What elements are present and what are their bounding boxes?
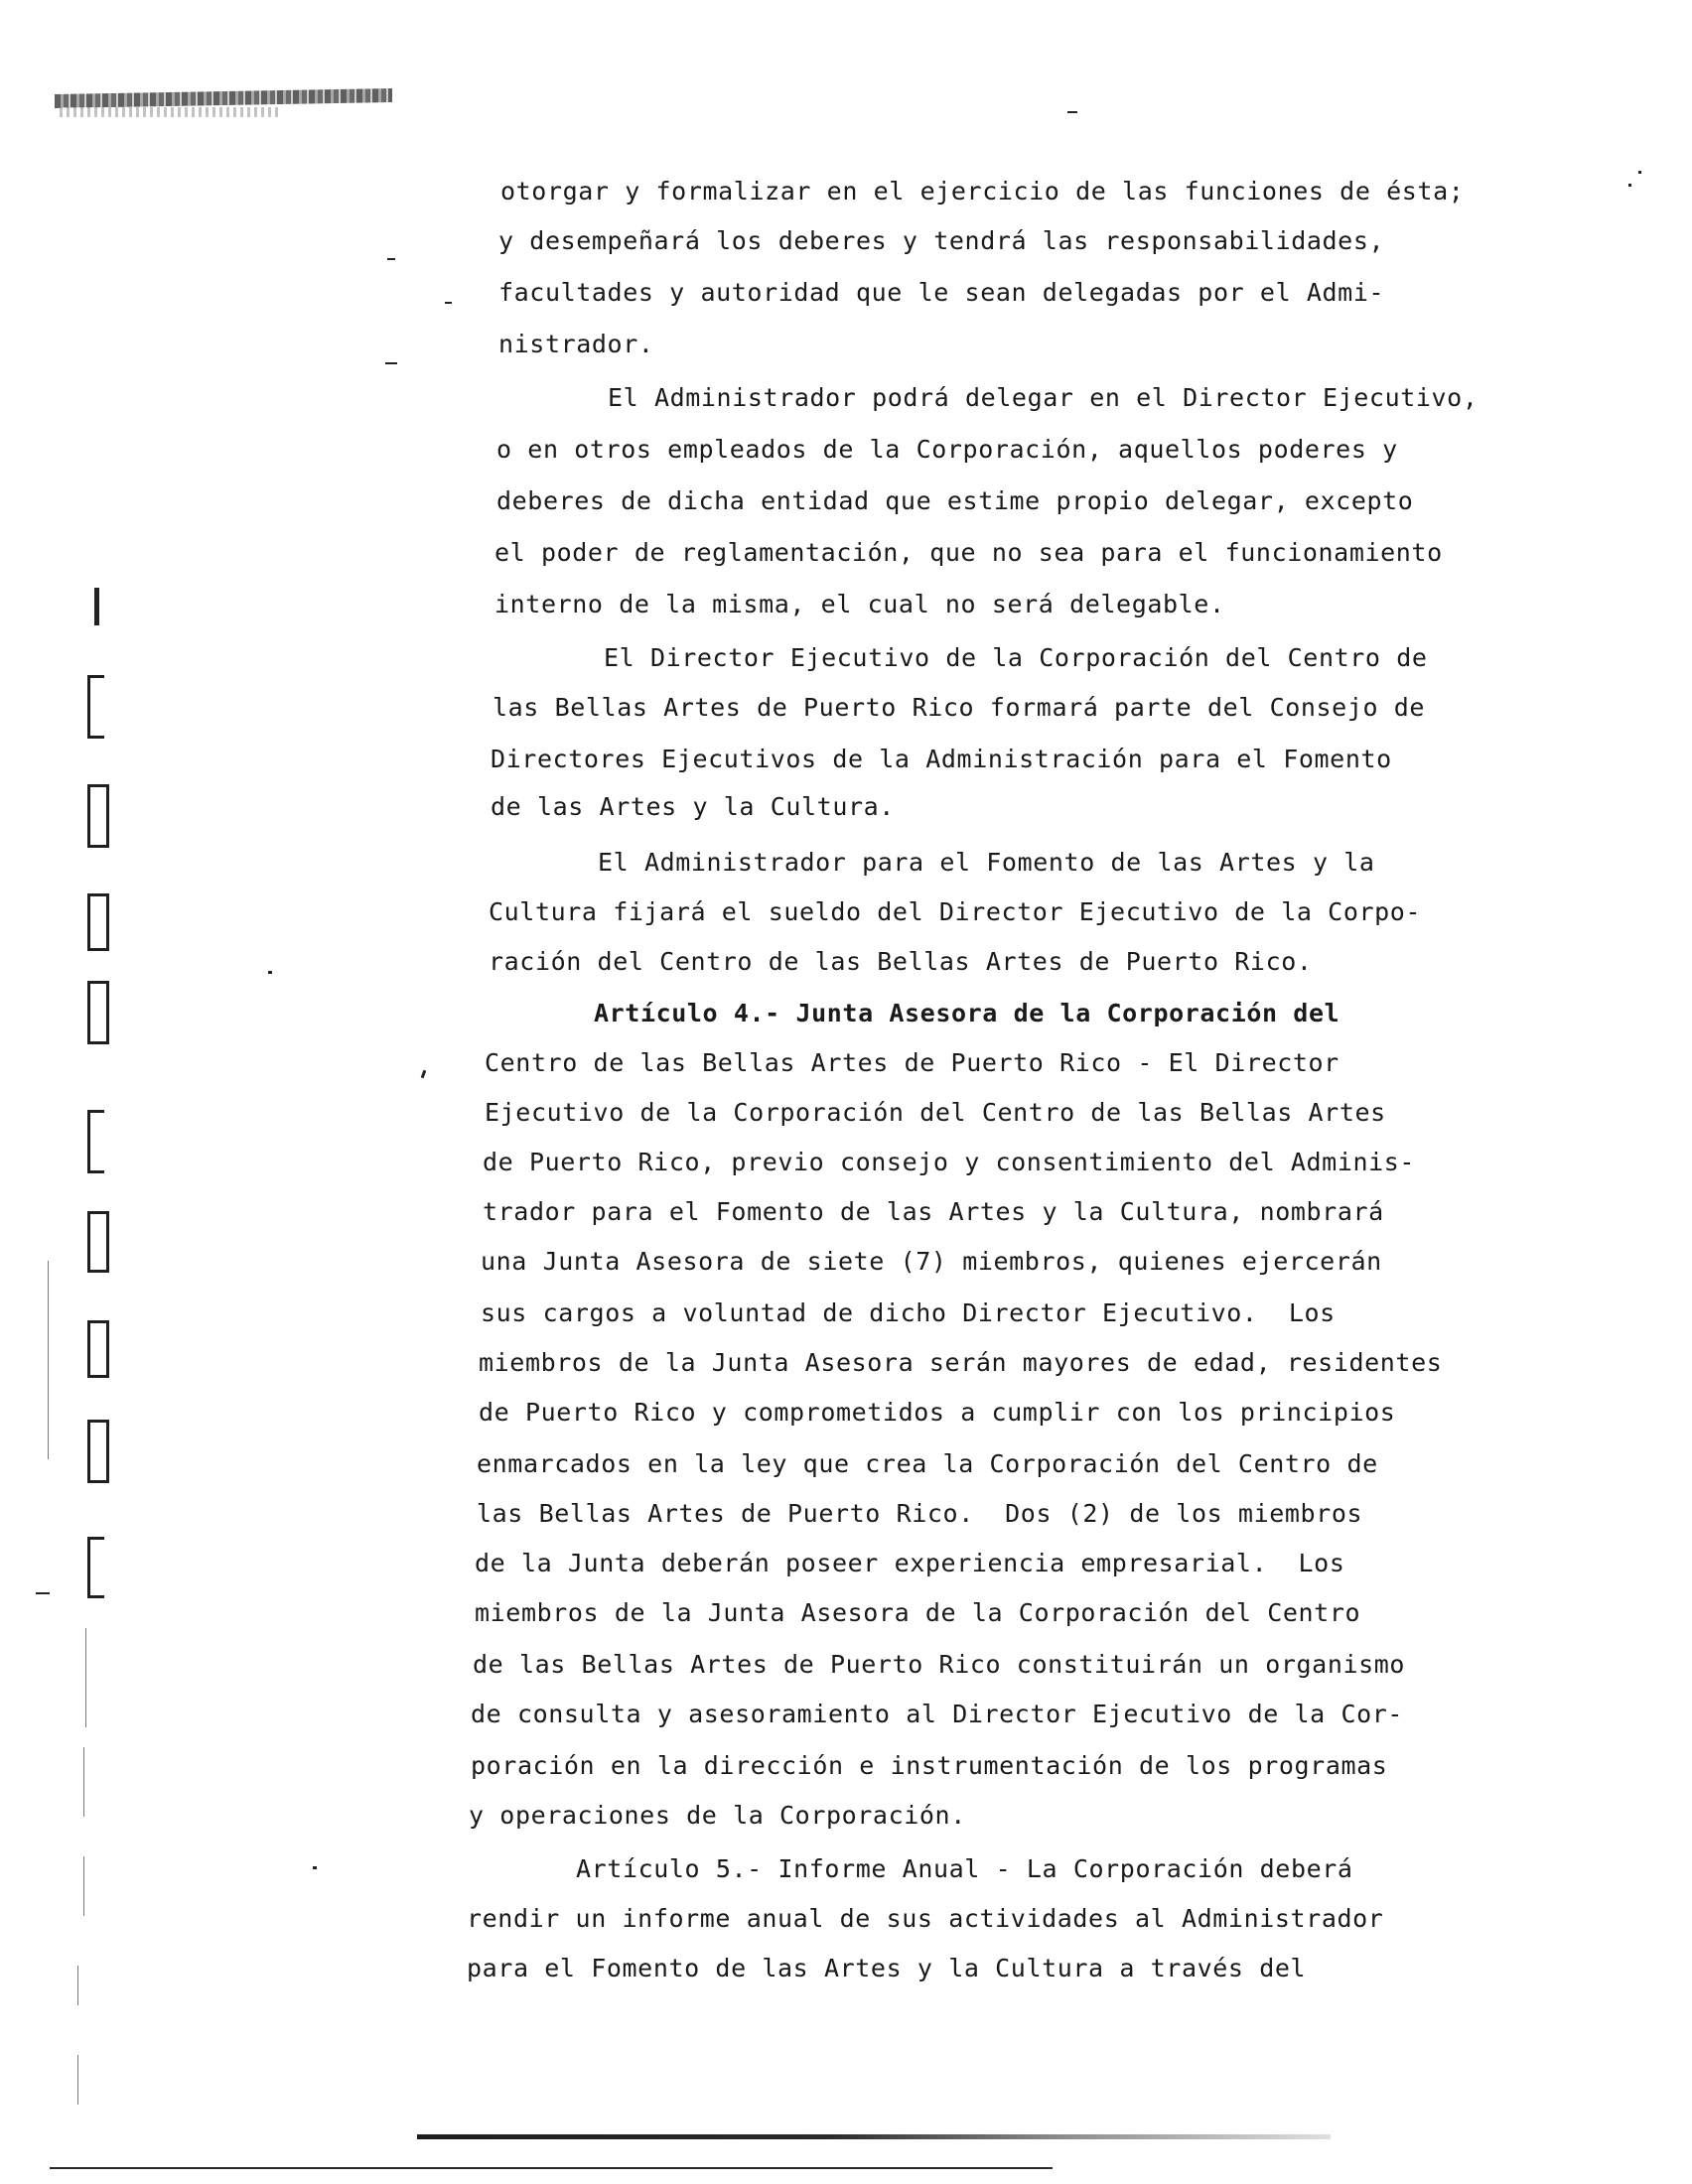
text-line: las Bellas Artes de Puerto Rico formará parte del Consejo de [493, 693, 1426, 722]
margin-mark [445, 302, 452, 304]
text-line: y desempeñará los deberes y tendrá las responsabilidades, [498, 226, 1385, 255]
margin-mark [1628, 184, 1631, 187]
text-line: El Director Ejecutivo de la Corporación del Centro de [604, 643, 1428, 672]
margin-mark [421, 1070, 427, 1079]
text-line: de las Artes y la Cultura. [491, 792, 895, 821]
header-mark [1067, 111, 1077, 113]
margin-mark [36, 1592, 50, 1594]
article-heading: Artículo 5.- Informe Anual - La Corporación deberá [576, 1854, 1353, 1883]
text-line: ración del Centro de las Bellas Artes de Puerto Rico. [489, 947, 1313, 976]
text-line: las Bellas Artes de Puerto Rico. Dos (2) de los miembros [477, 1499, 1363, 1528]
margin-bar [94, 588, 99, 625]
text-line: el poder de reglamentación, que no sea para el funcionamiento [494, 538, 1443, 567]
text-line: nistrador. [498, 330, 654, 358]
margin-bracket [87, 1320, 109, 1378]
margin-mark [268, 971, 272, 974]
text-line: poración en la dirección e instrumentación de los programas [471, 1751, 1388, 1780]
scan-edge-line [48, 1261, 49, 1459]
scan-edge-line [83, 1747, 84, 1817]
margin-bracket [87, 784, 109, 848]
margin-mark [385, 362, 397, 364]
text-line: rendir un informe anual de sus actividades al Administrador [467, 1904, 1384, 1933]
text-line: sus cargos a voluntad de dicho Director Ejecutivo. Los [481, 1298, 1336, 1327]
text-line: El Administrador podrá delegar en el Director Ejecutivo, [608, 383, 1479, 412]
text-line: o en otros empleados de la Corporación, aquellos poderes y [496, 435, 1398, 464]
margin-bracket [87, 1211, 109, 1273]
text-line: Cultura fijará el sueldo del Director Ejecutivo de la Corpo- [489, 897, 1422, 926]
text-line: de consulta y asesoramiento al Director Ejecutivo de la Cor- [471, 1700, 1404, 1728]
scan-edge-line [83, 1856, 84, 1916]
scan-edge-line [77, 2055, 78, 2105]
text-line: para el Fomento de las Artes y la Cultura a través del [467, 1954, 1307, 1982]
margin-mark [1638, 171, 1641, 174]
text-line: otorgar y formalizar en el ejercicio de las funciones de ésta; [500, 177, 1465, 205]
text-line: de Puerto Rico y comprometidos a cumplir con los principios [479, 1398, 1396, 1427]
page-bottom-rule [417, 2134, 1331, 2139]
text-line: de Puerto Rico, previo consejo y consentimiento del Adminis- [483, 1148, 1416, 1176]
scan-edge-line [77, 1966, 78, 2005]
text-line: de la Junta deberán poseer experiencia empresarial. Los [475, 1549, 1345, 1577]
margin-bracket [87, 675, 104, 739]
text-line: enmarcados en la ley que crea la Corporación del Centro de [477, 1449, 1378, 1478]
text-line: y operaciones de la Corporación. [469, 1801, 966, 1830]
text-line: El Administrador para el Fomento de las Artes y la [598, 848, 1375, 877]
scan-smudge [55, 88, 392, 108]
text-line: trador para el Fomento de las Artes y la Cultura, nombrará [483, 1197, 1384, 1226]
text-line: miembros de la Junta Asesora de la Corporación del Centro [475, 1598, 1361, 1627]
margin-mark [387, 258, 395, 260]
text-line: Ejecutivo de la Corporación del Centro de las Bellas Artes [485, 1098, 1386, 1127]
text-line: de las Bellas Artes de Puerto Rico constituirán un organismo [473, 1650, 1406, 1679]
text-line: facultades y autoridad que le sean delegadas por el Admi- [498, 278, 1385, 307]
text-line: miembros de la Junta Asesora serán mayores de edad, residentes [479, 1348, 1443, 1377]
margin-bracket [87, 1110, 104, 1173]
margin-mark [313, 1866, 317, 1869]
text-line: interno de la misma, el cual no será delegable. [494, 590, 1225, 618]
margin-bracket [87, 893, 109, 951]
text-line: Centro de las Bellas Artes de Puerto Rico - El Director [485, 1048, 1340, 1077]
text-line: una Junta Asesora de siete (7) miembros, quienes ejercerán [481, 1247, 1382, 1276]
margin-bracket [87, 1420, 109, 1483]
text-line: deberes de dicha entidad que estime propio delegar, excepto [496, 486, 1414, 515]
margin-bracket [87, 1537, 104, 1598]
page-bottom-rule [50, 2167, 1053, 2169]
article-heading: Artículo 4.- Junta Asesora de la Corporación del [594, 999, 1340, 1027]
margin-bracket [87, 981, 109, 1044]
scan-edge-line [85, 1628, 86, 1727]
scan-smudge [60, 107, 278, 117]
text-line: Directores Ejecutivos de la Administración para el Fomento [491, 745, 1392, 773]
